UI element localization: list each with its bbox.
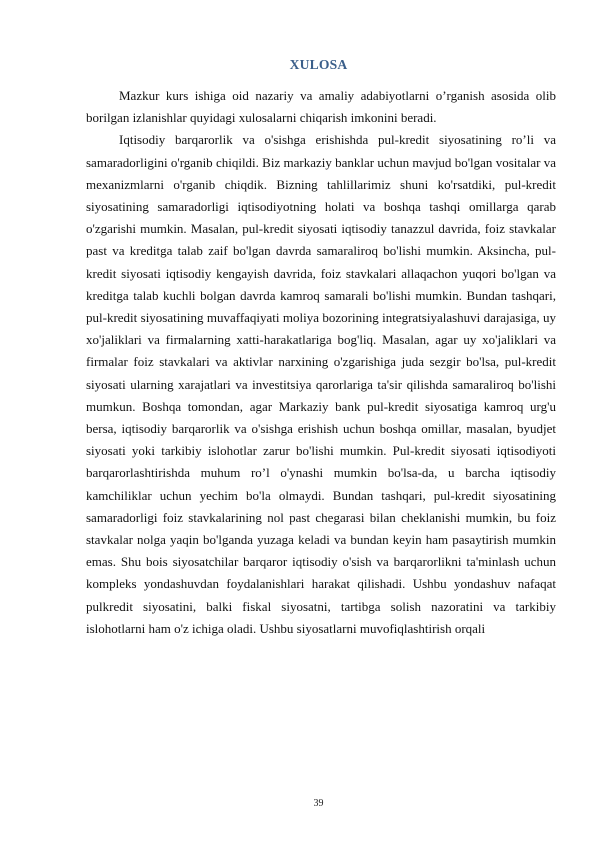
main-paragraph: Iqtisodiy barqarorlik va o'sishga erishishda pul-kredit siyosatining ro’li va samaradorligini o'rganib chiqildi. Biz markaziy banklar uchun mavjud bo'lgan vositalar va mexanizmlarni o'rganib chiqdik. Bizning tahlillarimiz shuni ko'rsatdiki, pul-kredit siyosatining samaradorligi iqtisodiyotning holati va boshqa tashqi omillarga qarab o'zgarishi mumkin. Masalan, pul-kredit siyosati iqtisodiy tanazzul davrida, foiz stavkalar past va kreditga talab zaif bo'lgan davrda samaraliroq bo'lishi mumkin. Aksincha, pul- kredit siyosati iqtisodiy kengayish davrida, foiz stavkalari allaqachon yuqori bo'lgan va kreditga talab kuchli bolgan davrda kamroq samarali bo'lishi mumkin. Bundan tashqari, pul-kredit siyosatining muvaffaqiyati moliya bozorining integratsiyalashuvi darajasiga, uy xo'jaliklari va firmalarning xatti-harakatlariga bog'liq. Masalan, agar uy xo'jaliklari va firmalar foiz stavkalari va aktivlar narxining o'zgarishiga juda sezgir bo'lsa, pul-kredit siyosati ularning xarajatlari va investitsiya qarorlariga ta'sir qilishda samaraliroq bo'lishi mumkun. Boshqa tomondan, agar Markaziy bank pul-kredit siyosatiga kamroq urg'u bersa, iqtisodiy barqarorlik va o'sishga erishish uchun boshqa omillar, masalan, byudjet siyosati yoki tarkibiy islohotlar zarur bo'lishi mumkin. Pul-kredit siyosati iqtisodiyoti barqarorlashtirishda muhum ro’l o'ynashi mumkin bo'lsa-da, u barcha iqtisodiy kamchiliklar uchun yechim bo'la olmaydi. Bundan tashqari, pul-kredit siyosatining samaradorligi foiz stavkalarining nol past chegarasi bilan cheklanishi mumkin, bu foiz stavkalar nolga yaqin bo'lganda yuzaga keladi va bundan keyin ham pasaytirish mumkin emas. Shu bois siyosatchilar barqaror iqtisodiy o'sish va barqarorlikni ta'minlash uchun kompleks yondashuvdan foydalanishlari harakat qilishadi. Ushbu yondashuv nafaqat pulkredit siyosatini, balki fiskal siyosatni, tartibga solish nazoratini va tarkibiy islohotlarni ham o'z ichiga oladi. Ushbu siyosatlarni muvofiqlashtirish orqali <box>86 132 556 636</box>
body-text <box>86 85 556 640</box>
intro-paragraph: Mazkur kurs ishiga oid nazariy va amaliy adabiyotlarni o’rganish asosida olib borilgan izlanishlar quyidagi xulosalarni chiqarish imkonini beradi. <box>86 88 556 126</box>
section-heading: XULOSA <box>289 57 348 72</box>
page-number: 39 <box>313 798 324 809</box>
